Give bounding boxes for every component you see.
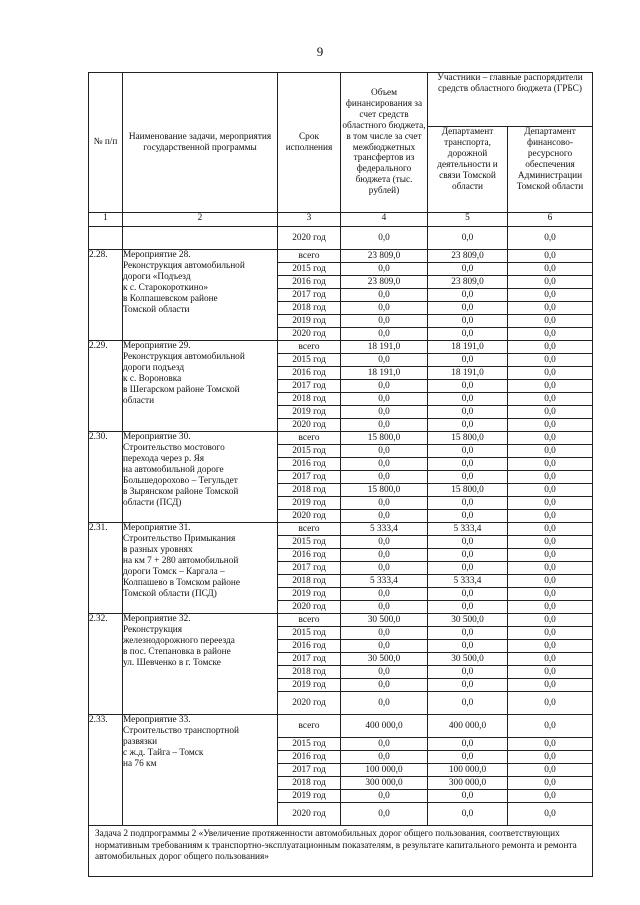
cell-volume: 23 809,0 [341, 250, 428, 263]
cell-dept2: 0,0 [508, 777, 593, 790]
cell-volume: 0,0 [341, 790, 428, 803]
cell-volume: 5 333,4 [341, 575, 428, 588]
cell-dept1: 23 809,0 [428, 250, 508, 263]
cell-year: 2017 год [278, 289, 341, 302]
cell-dept2: 0,0 [508, 666, 593, 679]
measure-name-line: в пос. Степановка в районе [123, 646, 231, 657]
cell-dept2: 0,0 [508, 679, 593, 692]
header-name: Наименование задачи, мероприятия государственной программы [123, 73, 278, 213]
header-volume: Объем финансирования за счет средств областного бюджета, в том числе за счет межбюджетных трансфертов из федерального бюджета (тыс. рублей) [341, 73, 428, 213]
continuation-dept2: 0,0 [508, 227, 593, 250]
cell-dept2: 0,0 [508, 738, 593, 751]
measure-name-line: Томской области (ПСД) [123, 588, 217, 599]
measure-name-line: в Шегарском районе Томской [123, 384, 240, 395]
cell-volume: 15 800,0 [341, 484, 428, 497]
header-dept-finance: Департамент финансово-ресурсного обеспечения Администрации Томской области [508, 127, 593, 213]
measure-name-line: области [123, 395, 155, 406]
measure-name-line: в Колпашевском районе [123, 293, 218, 304]
cell-year: 2018 год [278, 666, 341, 679]
cell-volume: 0,0 [341, 315, 428, 328]
cell-year: 2018 год [278, 575, 341, 588]
col-number-4: 4 [341, 213, 428, 227]
measure-name-line: перехода через р. Яя [123, 453, 205, 464]
cell-volume: 400 000,0 [341, 715, 428, 738]
continuation-num [89, 227, 123, 250]
cell-volume: 0,0 [341, 393, 428, 406]
cell-dept2: 0,0 [508, 458, 593, 471]
cell-dept2: 0,0 [508, 627, 593, 640]
measure-name-line: железнодорожного переезда [123, 635, 235, 646]
cell-dept1: 0,0 [428, 354, 508, 367]
measure-number: 2.31. [89, 523, 123, 614]
cell-dept2: 0,0 [508, 715, 593, 738]
measure-name-line: Томской области [123, 304, 190, 315]
col-number-1: 1 [89, 213, 123, 227]
measure-name-line: дороги подъезд [123, 362, 185, 373]
measure-name-line: дороги Томск – Каргала – [123, 566, 225, 577]
cell-dept1: 0,0 [428, 419, 508, 432]
cell-dept2: 0,0 [508, 523, 593, 536]
cell-dept1: 18 191,0 [428, 367, 508, 380]
cell-dept2: 0,0 [508, 790, 593, 803]
measure-number: 2.30. [89, 432, 123, 523]
measure-number: 2.32. [89, 614, 123, 715]
table-row [89, 432, 593, 445]
cell-dept1: 100 000,0 [428, 764, 508, 777]
cell-volume: 0,0 [341, 679, 428, 692]
cell-dept1: 0,0 [428, 738, 508, 751]
cell-year: 2015 год [278, 354, 341, 367]
measure-name-line: на 76 км [123, 758, 157, 769]
cell-volume: 0,0 [341, 289, 428, 302]
measure-name-line: Строительство мостового [123, 442, 225, 453]
cell-dept2: 0,0 [508, 263, 593, 276]
task-row [89, 826, 593, 877]
cell-volume: 0,0 [341, 562, 428, 575]
cell-dept1: 23 809,0 [428, 276, 508, 289]
header-participants: Участники – главные распорядители средств областного бюджета (ГРБС) [428, 73, 593, 127]
cell-volume: 0,0 [341, 510, 428, 523]
cell-volume: 0,0 [341, 406, 428, 419]
cell-dept1: 0,0 [428, 393, 508, 406]
cell-dept1: 0,0 [428, 406, 508, 419]
cell-volume: 0,0 [341, 458, 428, 471]
cell-dept1: 18 191,0 [428, 341, 508, 354]
measure-name [123, 523, 278, 614]
cell-year: 2017 год [278, 562, 341, 575]
measure-name-line: Реконструкция автомобильной [123, 351, 245, 362]
cell-volume: 0,0 [341, 627, 428, 640]
table-row [89, 614, 593, 627]
cell-dept2: 0,0 [508, 315, 593, 328]
cell-year: 2020 год [278, 328, 341, 341]
cell-dept2: 0,0 [508, 341, 593, 354]
measure-name-line: в разных уровнях [123, 544, 193, 555]
measure-name-line: на км 7 + 280 автомобильной [123, 555, 239, 566]
cell-year: 2020 год [278, 419, 341, 432]
cell-year: всего [278, 523, 341, 536]
cell-volume: 0,0 [341, 328, 428, 341]
measure-name-line: Мероприятие 31. [123, 523, 191, 533]
cell-dept1: 0,0 [428, 445, 508, 458]
cell-year: 2020 год [278, 803, 341, 826]
cell-dept1: 15 800,0 [428, 484, 508, 497]
measure-name-line: Строительство Примыкания [123, 533, 236, 544]
cell-year: 2020 год [278, 601, 341, 614]
cell-dept1: 5 333,4 [428, 575, 508, 588]
cell-dept2: 0,0 [508, 764, 593, 777]
cell-year: 2017 год [278, 471, 341, 484]
cell-year: всего [278, 432, 341, 445]
cell-dept1: 0,0 [428, 263, 508, 276]
cell-dept1: 0,0 [428, 536, 508, 549]
col-number-2: 2 [123, 213, 278, 227]
cell-dept2: 0,0 [508, 614, 593, 627]
measure-name-line: Большедорохово – Тегульдет [123, 475, 238, 486]
cell-dept2: 0,0 [508, 367, 593, 380]
measure-name-line: дороги «Подъезд [123, 271, 191, 282]
cell-year: всего [278, 715, 341, 738]
cell-volume: 0,0 [341, 354, 428, 367]
measure-name-line: Мероприятие 33. [123, 715, 191, 725]
cell-volume: 15 800,0 [341, 432, 428, 445]
cell-volume: 0,0 [341, 419, 428, 432]
cell-volume: 0,0 [341, 445, 428, 458]
cell-dept1: 0,0 [428, 601, 508, 614]
cell-volume: 23 809,0 [341, 276, 428, 289]
measure-name-line: развязки [123, 736, 158, 747]
cell-dept1: 0,0 [428, 458, 508, 471]
cell-year: 2018 год [278, 302, 341, 315]
cell-year: 2020 год [278, 510, 341, 523]
cell-dept1: 0,0 [428, 497, 508, 510]
cell-year: 2020 год [278, 692, 341, 715]
cell-year: 2016 год [278, 367, 341, 380]
cell-year: всего [278, 250, 341, 263]
cell-dept1: 0,0 [428, 692, 508, 715]
cell-dept2: 0,0 [508, 484, 593, 497]
cell-dept1: 0,0 [428, 289, 508, 302]
cell-dept1: 0,0 [428, 471, 508, 484]
table-row [89, 715, 593, 738]
cell-dept1: 0,0 [428, 510, 508, 523]
cell-dept2: 0,0 [508, 406, 593, 419]
cell-dept1: 0,0 [428, 549, 508, 562]
cell-dept1: 30 500,0 [428, 653, 508, 666]
cell-dept1: 0,0 [428, 588, 508, 601]
cell-dept1: 0,0 [428, 666, 508, 679]
cell-dept2: 0,0 [508, 601, 593, 614]
cell-volume: 5 333,4 [341, 523, 428, 536]
cell-dept2: 0,0 [508, 510, 593, 523]
measure-name [123, 250, 278, 341]
cell-volume: 300 000,0 [341, 777, 428, 790]
cell-dept2: 0,0 [508, 445, 593, 458]
cell-dept1: 5 333,4 [428, 523, 508, 536]
cell-dept1: 0,0 [428, 803, 508, 826]
cell-dept2: 0,0 [508, 549, 593, 562]
cell-year: 2018 год [278, 777, 341, 790]
cell-volume: 0,0 [341, 601, 428, 614]
cell-dept2: 0,0 [508, 692, 593, 715]
cell-year: 2016 год [278, 276, 341, 289]
cell-volume: 0,0 [341, 640, 428, 653]
cell-dept2: 0,0 [508, 640, 593, 653]
measure-name [123, 715, 278, 826]
cell-year: 2016 год [278, 549, 341, 562]
cell-dept2: 0,0 [508, 419, 593, 432]
cell-volume: 0,0 [341, 751, 428, 764]
col-number-5: 5 [428, 213, 508, 227]
cell-year: 2018 год [278, 484, 341, 497]
financing-table [88, 72, 593, 877]
cell-dept1: 0,0 [428, 790, 508, 803]
cell-year: 2019 год [278, 588, 341, 601]
cell-volume: 30 500,0 [341, 653, 428, 666]
cell-year: 2016 год [278, 640, 341, 653]
cell-year: 2018 год [278, 393, 341, 406]
cell-volume: 0,0 [341, 588, 428, 601]
measure-name-line: ул. Шевченко в г. Томске [123, 657, 221, 668]
cell-dept2: 0,0 [508, 250, 593, 263]
measure-name [123, 614, 278, 715]
continuation-year: 2020 год [278, 227, 341, 250]
measure-name-line: Мероприятие 32. [123, 614, 191, 624]
cell-year: 2019 год [278, 679, 341, 692]
measure-name-line: к с. Вороновка [123, 373, 182, 384]
cell-dept2: 0,0 [508, 575, 593, 588]
cell-volume: 0,0 [341, 302, 428, 315]
cell-dept2: 0,0 [508, 562, 593, 575]
cell-volume: 0,0 [341, 471, 428, 484]
table-row [89, 523, 593, 536]
measure-name-line: Реконструкция [123, 624, 183, 635]
cell-volume: 18 191,0 [341, 341, 428, 354]
cell-dept2: 0,0 [508, 328, 593, 341]
cell-volume: 100 000,0 [341, 764, 428, 777]
cell-dept1: 30 500,0 [428, 614, 508, 627]
cell-year: 2015 год [278, 738, 341, 751]
cell-dept2: 0,0 [508, 380, 593, 393]
cell-year: 2019 год [278, 406, 341, 419]
measure-number: 2.28. [89, 250, 123, 341]
cell-volume: 0,0 [341, 803, 428, 826]
measure-name-line: Мероприятие 29. [123, 341, 191, 351]
cell-dept1: 15 800,0 [428, 432, 508, 445]
page-number: 9 [316, 44, 324, 59]
cell-dept1: 0,0 [428, 328, 508, 341]
header-dept-transport: Департамент транспорта, дорожной деятельности и связи Томской области [428, 127, 508, 213]
cell-volume: 0,0 [341, 536, 428, 549]
cell-year: 2015 год [278, 536, 341, 549]
cell-year: 2016 год [278, 458, 341, 471]
cell-dept1: 0,0 [428, 302, 508, 315]
cell-year: 2019 год [278, 497, 341, 510]
cell-volume: 30 500,0 [341, 614, 428, 627]
measure-name-line: Колпашево в Томском районе [123, 577, 240, 588]
cell-dept1: 0,0 [428, 751, 508, 764]
cell-dept2: 0,0 [508, 497, 593, 510]
cell-volume: 0,0 [341, 380, 428, 393]
cell-year: 2016 год [278, 751, 341, 764]
measure-name-line: Мероприятие 30. [123, 432, 191, 442]
cell-dept1: 0,0 [428, 380, 508, 393]
measure-name-line: Мероприятие 28. [123, 250, 191, 260]
cell-dept2: 0,0 [508, 536, 593, 549]
cell-dept1: 0,0 [428, 627, 508, 640]
measure-name-line: на автомобильной дороге [123, 464, 224, 475]
cell-year: 2015 год [278, 445, 341, 458]
continuation-volume: 0,0 [341, 227, 428, 250]
measure-name [123, 341, 278, 432]
cell-dept2: 0,0 [508, 803, 593, 826]
cell-dept2: 0,0 [508, 302, 593, 315]
cell-dept1: 0,0 [428, 679, 508, 692]
cell-dept1: 0,0 [428, 562, 508, 575]
measure-number: 2.33. [89, 715, 123, 826]
table-row [89, 250, 593, 263]
cell-year: 2019 год [278, 790, 341, 803]
cell-dept2: 0,0 [508, 751, 593, 764]
cell-volume: 18 191,0 [341, 367, 428, 380]
measure-name-line: с ж.д. Тайга – Томск [123, 747, 204, 758]
measure-name-line: в Зырянском районе Томской [123, 486, 239, 497]
cell-year: 2015 год [278, 627, 341, 640]
cell-dept1: 0,0 [428, 315, 508, 328]
cell-dept2: 0,0 [508, 471, 593, 484]
header-num: № п/п [89, 73, 123, 213]
table-row [89, 341, 593, 354]
task-description: Задача 2 подпрограммы 2 «Увеличение протяженности автомобильных дорог общего пользования, соответствующих нормативным требованиям к транспортно-эксплуатационным показателям, в результате капитального ремонта и ремонта автомобильных дорог общего пользования» [89, 826, 593, 877]
cell-year: 2017 год [278, 764, 341, 777]
cell-dept2: 0,0 [508, 289, 593, 302]
measure-name-line: к с. Старокороткино» [123, 282, 208, 293]
cell-volume: 0,0 [341, 549, 428, 562]
cell-year: всего [278, 341, 341, 354]
cell-volume: 0,0 [341, 738, 428, 751]
cell-dept2: 0,0 [508, 432, 593, 445]
cell-year: 2017 год [278, 380, 341, 393]
measure-name [123, 432, 278, 523]
measure-name-line: Строительство транспортной [123, 725, 239, 736]
cell-year: 2017 год [278, 653, 341, 666]
continuation-name [123, 227, 278, 250]
col-number-6: 6 [508, 213, 593, 227]
cell-volume: 0,0 [341, 263, 428, 276]
cell-year: всего [278, 614, 341, 627]
cell-volume: 0,0 [341, 666, 428, 679]
cell-dept2: 0,0 [508, 354, 593, 367]
measure-name-line: области (ПСД) [123, 497, 182, 508]
cell-dept2: 0,0 [508, 276, 593, 289]
cell-dept2: 0,0 [508, 393, 593, 406]
cell-dept1: 400 000,0 [428, 715, 508, 738]
cell-volume: 0,0 [341, 497, 428, 510]
cell-volume: 0,0 [341, 692, 428, 715]
cell-dept1: 0,0 [428, 640, 508, 653]
cell-dept2: 0,0 [508, 588, 593, 601]
cell-year: 2019 год [278, 315, 341, 328]
header-term: Срок исполнения [278, 73, 341, 213]
cell-dept2: 0,0 [508, 653, 593, 666]
cell-year: 2015 год [278, 263, 341, 276]
col-number-3: 3 [278, 213, 341, 227]
cell-dept1: 300 000,0 [428, 777, 508, 790]
continuation-dept1: 0,0 [428, 227, 508, 250]
measure-name-line: Реконструкция автомобильной [123, 260, 245, 271]
measure-number: 2.29. [89, 341, 123, 432]
